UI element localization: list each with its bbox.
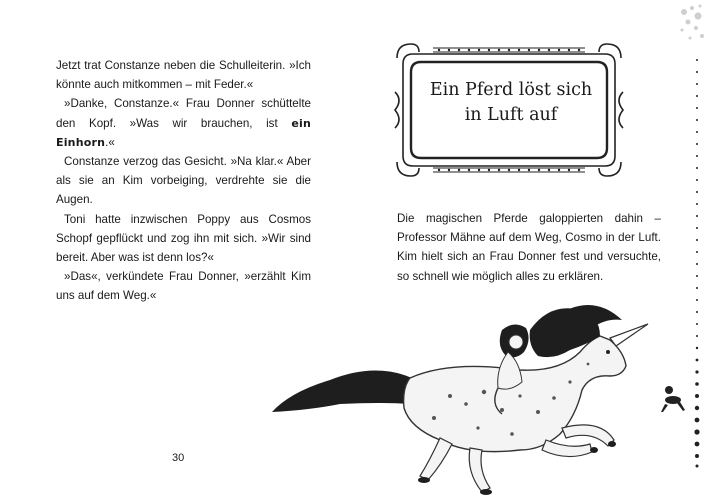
page-number: 30	[172, 452, 185, 464]
paragraph-text-end: .«	[105, 135, 115, 149]
paragraph: Jetzt trat Constanze neben die Schulleiterin. »Ich könnte auch mitkommen – mit Feder.«	[56, 59, 311, 92]
chapter-title-line: in Luft auf	[464, 105, 558, 125]
paragraph: Toni hatte inzwischen Poppy aus Cosmos Schopf gepflückt und zog ihn mit sich. »Wir sind bereit. Aber was ist denn los?«	[56, 212, 311, 265]
paragraph: Die magischen Pferde galoppierten dahin – Professor Mähne auf dem Weg, Cosmo in der Luft. Kim hielt sich an Frau Donner fest und versuchte, so schnell wie möglich alles zu erklären.	[397, 212, 661, 283]
left-body-text	[56, 56, 311, 306]
paragraph: »Das«, verkündete Frau Donner, »erzählt Kim uns auf dem Weg.«	[56, 270, 311, 303]
paragraph: Constanze verzog das Gesicht. »Na klar.« Aber als sie an Kim vorbeiging, verdrehte sie die Augen.	[56, 155, 311, 207]
chapter-title-line: Ein Pferd löst sich	[429, 80, 593, 100]
emphasized-text: ein Einhorn	[56, 116, 311, 149]
right-body-text	[397, 209, 661, 286]
paragraph-text: »Danke, Constanze.« Frau Donner schüttelte den Kopf. »Was wir brauchen, ist	[56, 97, 311, 130]
paragraph	[56, 94, 311, 152]
chapter-title	[413, 78, 609, 128]
dotted-border-icon	[688, 0, 707, 500]
unicorn-with-rider-illustration	[270, 300, 670, 500]
